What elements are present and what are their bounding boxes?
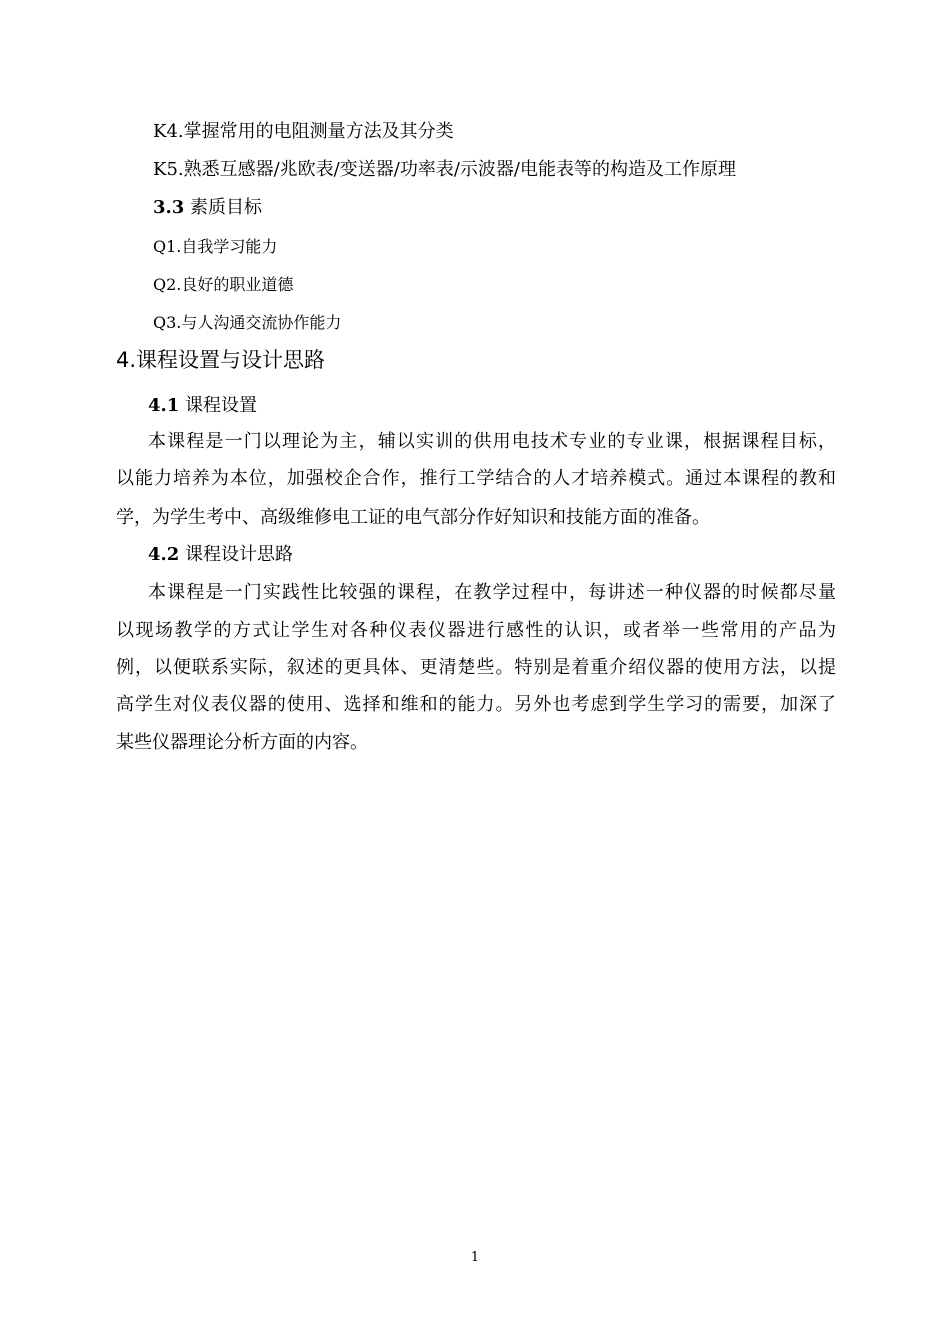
section-title: 素质目标 <box>184 197 263 218</box>
page-number: 1 <box>470 1250 480 1265</box>
paragraph-line: 学，为学生考中、高级维修电工证的电气部分作好知识和技能方面的准备。 <box>116 507 710 528</box>
paragraph-line: 例，以便联系实际，叙述的更具体、更清楚些。特别是着重介绍仪器的使用方法，以提 <box>116 657 836 678</box>
section-heading-3-3 <box>153 196 262 220</box>
section-title: 课程设计思路 <box>179 544 294 565</box>
section-heading-4-1 <box>148 394 257 418</box>
section-heading-4: 4.课程设置与设计思路 <box>116 348 326 372</box>
paragraph-line: 本课程是一门实践性比较强的课程，在教学过程中，每讲述一种仪器的时候都尽量 <box>148 582 836 603</box>
quality-item-q1: Q1.自我学习能力 <box>153 237 278 256</box>
section-title: 课程设置 <box>179 395 258 416</box>
paragraph-line: 以能力培养为本位，加强校企合作，推行工学结合的人才培养模式。通过本课程的教和 <box>116 468 836 489</box>
section-number: 3.3 <box>153 197 185 218</box>
paragraph-line: 以现场教学的方式让学生对各种仪表仪器进行感性的认识，或者举一些常用的产品为 <box>116 620 836 641</box>
quality-item-q3: Q3.与人沟通交流协作能力 <box>153 313 342 332</box>
section-heading-4-2 <box>148 543 293 567</box>
paragraph-line: 某些仪器理论分析方面的内容。 <box>116 732 368 753</box>
paragraph-line: 高学生对仪表仪器的使用、选择和维和的能力。另外也考虑到学生学习的需要，加深了 <box>116 694 836 715</box>
section-number: 4.1 <box>148 395 180 416</box>
knowledge-item-k4: K4.掌握常用的电阻测量方法及其分类 <box>153 121 454 142</box>
section-number: 4.2 <box>148 544 180 565</box>
quality-item-q2: Q2.良好的职业道德 <box>153 275 294 294</box>
paragraph-line: 本课程是一门以理论为主，辅以实训的供用电技术专业的专业课，根据课程目标， <box>148 431 836 452</box>
knowledge-item-k5: K5.熟悉互感器/兆欧表/变送器/功率表/示波器/电能表等的构造及工作原理 <box>153 159 736 180</box>
